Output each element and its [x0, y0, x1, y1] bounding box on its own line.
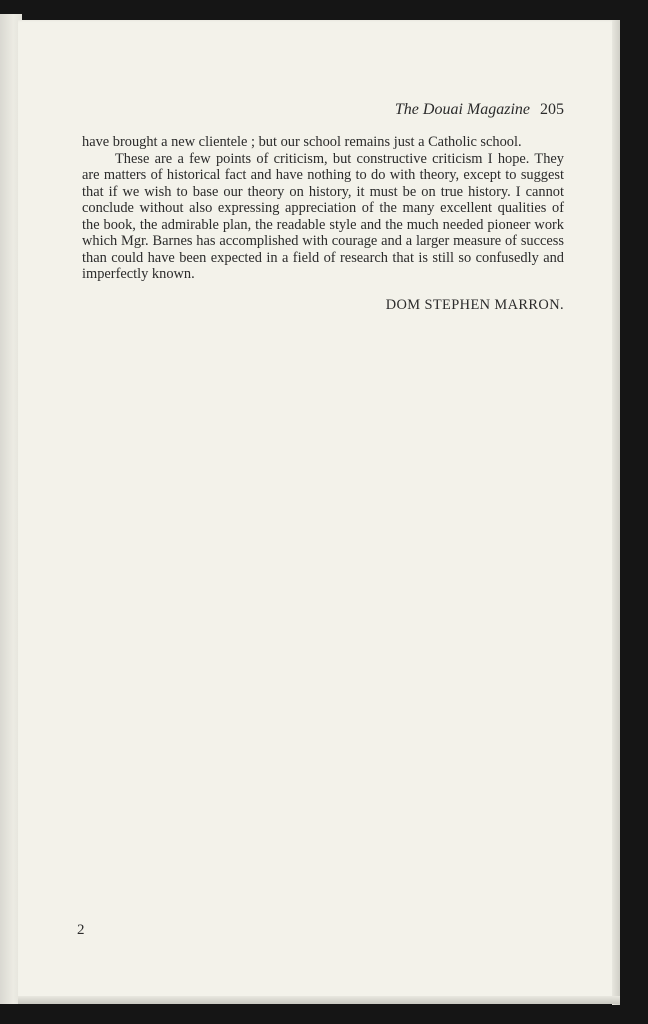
paragraph-continuation: have brought a new clientele ; but our school remains just a Catholic school. [82, 134, 522, 150]
page-number: 205 [540, 101, 564, 118]
page-text-block [82, 100, 564, 313]
bottom-page-edge [18, 996, 620, 1004]
journal-title: The Douai Magazine [394, 101, 530, 118]
author-signature: DOM STEPHEN MARRON. [385, 296, 564, 313]
printer-signature-mark: 2 [77, 922, 85, 938]
running-head [82, 100, 564, 120]
right-page-edge [612, 20, 620, 1005]
paragraph-criticism: These are a few points of criticism, but constructive criticism I hope. They are matters of historical fact and have nothing to do with theory, except to suggest that if we wish to base our theory on history, it must be on true history. I cannot conclude without also expressing appreciation of the many excellent qualities of the book, the admirable plan, the readable style and the much needed pioneer work which Mgr. Barnes has accomplished with courage and a larger measure of success than could have been expected in a field of research that is still so confusedly and imperfectly known. [82, 150, 564, 282]
